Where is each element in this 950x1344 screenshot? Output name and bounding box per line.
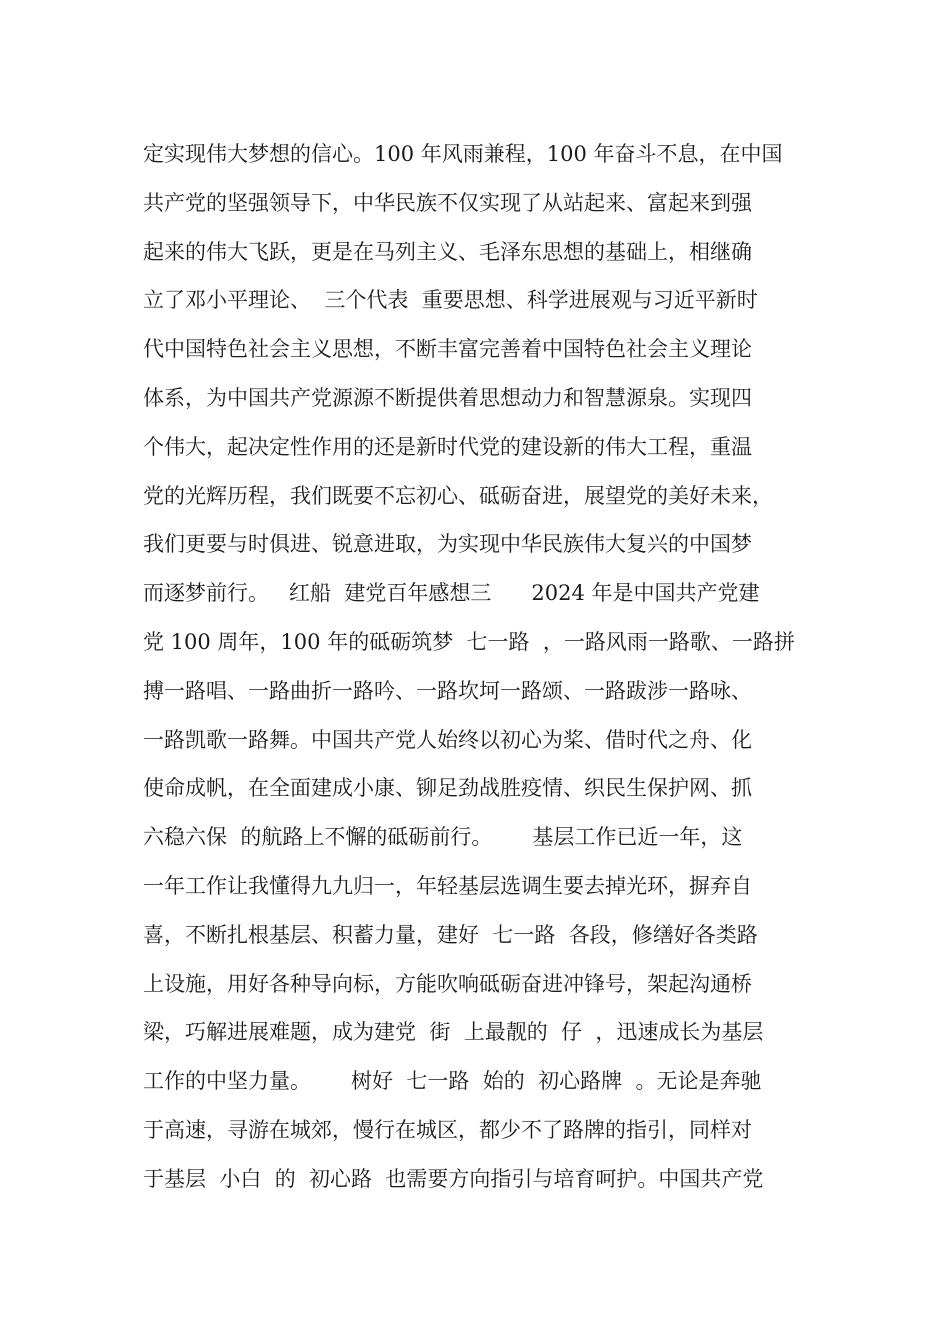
text-line: 一年工作让我懂得九九归一，年轻基层选调生要去掉光环，摒弃自 [143, 873, 752, 898]
text-line: 党的光辉历程，我们既要不忘初心、砥砺奋进，展望党的美好未来， [143, 483, 773, 508]
text-line: 个伟大，起决定性作用的还是新时代党的建设新的伟大工程，重温 [143, 434, 752, 459]
text-line: 共产党的坚强领导下，中华民族不仅实现了从站起来、富起来到强 [143, 190, 752, 215]
text-line: 上设施，用好各种导向标，方能吹响砥砺奋进冲锋号，架起沟通桥 [143, 971, 752, 996]
text-line: 我们更要与时俱进、锐意进取，为实现中华民族伟大复兴的中国梦 [143, 532, 752, 557]
text-line: 定实现伟大梦想的信心。100 年风雨兼程，100 年奋斗不息，在中国 [143, 142, 783, 166]
text-line: 党 100 周年，100 年的砥砺筑梦 七一路 ，一路风雨一路歌、一路拼 [143, 629, 795, 654]
text-line: 喜，不断扎根基层、积蓄力量，建好 七一路 各段，修缮好各类路 [143, 922, 758, 947]
text-line: 工作的中坚力量。 树好 七一路 始的 初心路牌 。无论是奔驰 [143, 1069, 762, 1094]
text-line: 而逐梦前行。 红船 建党百年感想三 2024 年是中国共产党建 [143, 581, 760, 606]
text-line: 于基层 小白 的 初心路 也需要方向指引与培育呵护。中国共产党 [143, 1166, 764, 1191]
text-line: 起来的伟大飞跃，更是在马列主义、毛泽东思想的基础上，相继确 [143, 239, 752, 264]
text-line: 搏一路唱、一路曲折一路吟、一路坎坷一路颂、一路跋涉一路咏、 [143, 678, 752, 703]
body-text [143, 130, 843, 1204]
text-line: 于高速，寻游在城郊，慢行在城区，都少不了路牌的指引，同样对 [143, 1117, 752, 1142]
text-line: 一路凯歌一路舞。中国共产党人始终以初心为桨、借时代之舟、化 [143, 727, 752, 752]
text-line: 体系，为中国共产党源源不断提供着思想动力和智慧源泉。实现四 [143, 385, 752, 410]
text-line: 立了邓小平理论、 三个代表 重要思想、科学进展观与习近平新时 [143, 288, 758, 313]
text-line: 代中国特色社会主义思想，不断丰富完善着中国特色社会主义理论 [143, 337, 752, 362]
text-line: 六稳六保 的航路上不懈的砥砺前行。 基层工作已近一年，这 [143, 825, 743, 850]
text-line: 使命成帆，在全面建成小康、铆足劲战胜疫情、织民生保护网、抓 [143, 776, 752, 801]
text-line: 梁，巧解进展难题，成为建党 街 上最靓的 仔 ，迅速成长为基层 [143, 1020, 764, 1045]
